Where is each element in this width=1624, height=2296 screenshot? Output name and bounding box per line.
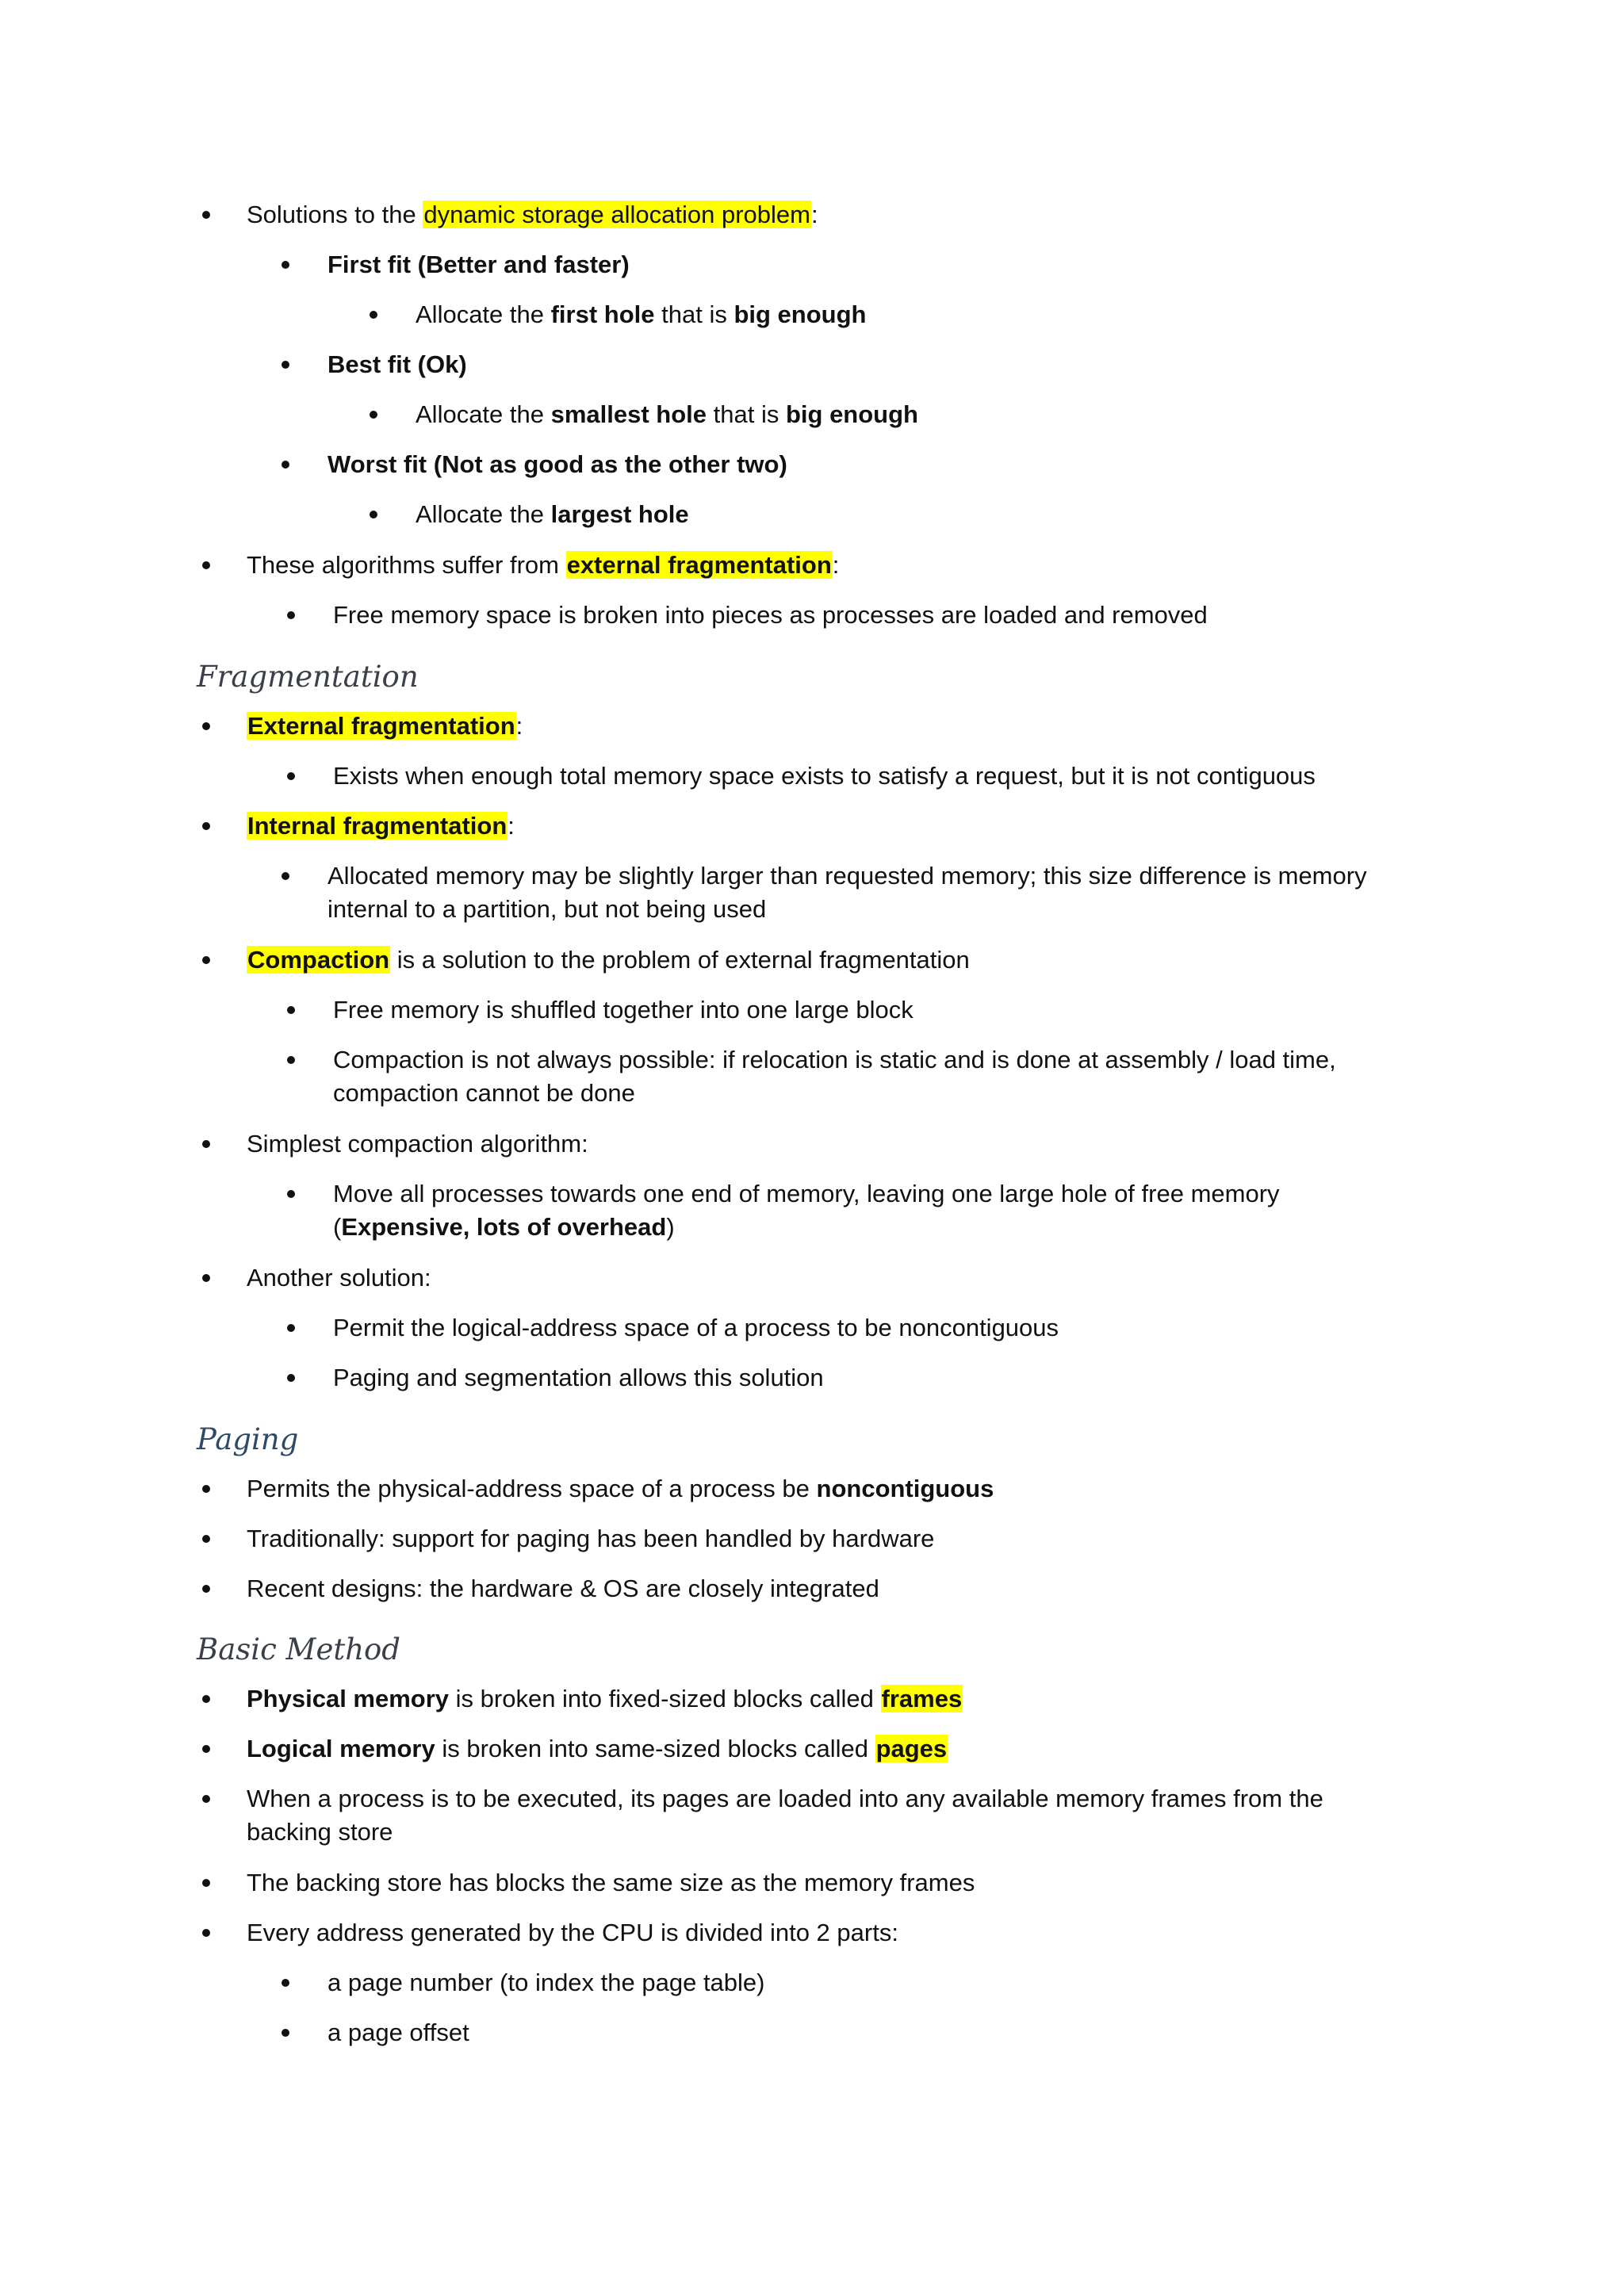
highlighted-term: frames	[881, 1685, 963, 1712]
list-item-page-offset	[327, 2016, 469, 2049]
list-item-permits-physical	[247, 1472, 994, 1506]
text-line: compaction cannot be done	[333, 1079, 635, 1107]
list-item-paging-segmentation	[333, 1361, 824, 1395]
text: )	[666, 1213, 675, 1241]
list-item-compaction-shuffled	[333, 993, 914, 1027]
bullet-icon	[202, 1585, 210, 1593]
bullet-icon	[287, 772, 295, 780]
text: Simplest compaction algorithm:	[247, 1130, 588, 1158]
bold-text: Worst fit (Not as good as the other two)	[327, 450, 787, 478]
text: Every address generated by the CPU is divided into 2 parts:	[247, 1919, 898, 1946]
list-item-compaction	[247, 943, 970, 977]
text-line: Allocated memory may be slightly larger than requested memory; this size difference is memory	[327, 862, 1367, 890]
bold-text: First fit (Better and faster)	[327, 251, 630, 278]
text: Exists when enough total memory space exists to satisfy a request, but it is not contiguous	[333, 762, 1316, 790]
list-item-internal-fragmentation	[247, 809, 515, 843]
bold-text: big enough	[785, 400, 918, 428]
list-item-worst-fit	[327, 448, 787, 481]
bullet-icon	[202, 1879, 210, 1887]
bullet-icon	[202, 211, 210, 219]
bullet-icon	[202, 822, 210, 830]
section-heading-basic-method: Basic Method	[197, 1632, 400, 1667]
bullet-icon	[287, 1056, 295, 1064]
list-item-another-solution	[247, 1261, 431, 1295]
highlighted-term: external fragmentation	[566, 551, 832, 579]
bullet-icon	[287, 611, 295, 619]
list-item-physical-memory	[247, 1682, 963, 1716]
bold-text: first hole	[550, 300, 655, 328]
list-item-internal-desc	[327, 859, 1367, 926]
list-item-page-number	[327, 1966, 765, 1999]
bullet-icon	[202, 1535, 210, 1543]
list-item-compaction-not-possible	[333, 1043, 1336, 1110]
bullet-icon	[287, 1324, 295, 1332]
bullet-icon	[202, 1274, 210, 1282]
bullet-icon	[202, 722, 210, 730]
list-item-first-fit	[327, 248, 630, 281]
highlighted-term: External fragmentation	[247, 712, 515, 740]
text: :	[832, 551, 840, 579]
bullet-icon	[282, 2029, 289, 2037]
text-line: internal to a partition, but not being used	[327, 895, 767, 923]
bullet-icon	[287, 1190, 295, 1198]
text-line: backing store	[247, 1818, 393, 1846]
list-item-solutions	[247, 198, 818, 232]
list-item-best-fit	[327, 348, 467, 381]
text: is broken into fixed-sized blocks called	[449, 1685, 881, 1712]
bullet-icon	[202, 1695, 210, 1703]
bullet-icon	[370, 511, 377, 519]
bullet-icon	[202, 956, 210, 964]
text: that is	[654, 300, 734, 328]
bold-text: smallest hole	[550, 400, 707, 428]
text: Recent designs: the hardware & OS are closely integrated	[247, 1575, 879, 1602]
text: Permit the logical-address space of a process to be noncontiguous	[333, 1314, 1059, 1341]
bullet-icon	[282, 461, 289, 469]
bullet-icon	[202, 1929, 210, 1937]
list-item-process-executed	[247, 1782, 1323, 1849]
text: Free memory space is broken into pieces as processes are loaded and removed	[333, 601, 1208, 629]
text: is a solution to the problem of external fragmentation	[390, 946, 970, 974]
list-item-free-memory-broken	[333, 599, 1208, 632]
list-item-algorithms-suffer	[247, 549, 839, 582]
list-item-simplest-compaction	[247, 1127, 588, 1161]
text: Solutions to the	[247, 201, 423, 228]
list-item-move-processes	[333, 1177, 1280, 1244]
bullet-icon	[287, 1006, 295, 1014]
bold-text: Physical memory	[247, 1685, 450, 1712]
bold-text: big enough	[733, 300, 867, 328]
list-item-traditionally	[247, 1522, 934, 1556]
bullet-icon	[370, 411, 377, 419]
highlighted-term: Internal fragmentation	[247, 812, 508, 840]
list-item-backing-store	[247, 1866, 975, 1900]
bold-text: Logical memory	[247, 1735, 435, 1762]
text: Another solution:	[247, 1264, 431, 1292]
text: The backing store has blocks the same size as the memory frames	[247, 1869, 975, 1896]
text: Paging and segmentation allows this solution	[333, 1364, 824, 1391]
text-line: Compaction is not always possible: if relocation is static and is done at assembly / load time,	[333, 1046, 1336, 1073]
bold-text: Expensive, lots of overhead	[341, 1213, 667, 1241]
list-item-recent-designs	[247, 1572, 879, 1605]
list-item-every-address	[247, 1916, 898, 1950]
bullet-icon	[282, 872, 289, 880]
bullet-icon	[202, 1745, 210, 1753]
text: :	[508, 812, 515, 840]
bullet-icon	[282, 261, 289, 269]
text: :	[515, 712, 523, 740]
bold-text: noncontiguous	[816, 1475, 994, 1502]
text: a page offset	[327, 2019, 469, 2046]
bullet-icon	[202, 1140, 210, 1148]
list-item-permit-logical	[333, 1311, 1059, 1345]
section-heading-fragmentation: Fragmentation	[197, 660, 419, 694]
bullet-icon	[202, 1795, 210, 1803]
bullet-icon	[202, 561, 210, 569]
highlighted-term: pages	[875, 1735, 948, 1762]
bullet-icon	[287, 1374, 295, 1382]
text: Permits the physical-address space of a process be	[247, 1475, 817, 1502]
bullet-icon	[282, 361, 289, 369]
bullet-icon	[282, 1979, 289, 1987]
text: Allocate the	[416, 400, 551, 428]
bold-text: largest hole	[550, 500, 689, 528]
bullet-icon	[370, 311, 377, 319]
list-item-best-fit-desc	[416, 398, 918, 431]
list-item-external-fragmentation	[247, 710, 523, 743]
text: Free memory is shuffled together into one large block	[333, 996, 914, 1024]
list-item-first-fit-desc	[416, 298, 866, 331]
section-heading-paging: Paging	[197, 1422, 299, 1456]
text-line: When a process is to be executed, its pages are loaded into any available memory frames from the	[247, 1785, 1323, 1812]
text: a page number (to index the page table)	[327, 1969, 765, 1996]
text: (	[333, 1213, 342, 1241]
text-line	[333, 1211, 1280, 1244]
text: is broken into same-sized blocks called	[435, 1735, 875, 1762]
list-item-worst-fit-desc	[416, 498, 689, 531]
text: These algorithms suffer from	[247, 551, 566, 579]
highlighted-term: dynamic storage allocation problem	[423, 201, 810, 228]
list-item-external-desc	[333, 760, 1316, 793]
text: that is	[707, 400, 786, 428]
text: Allocate the	[416, 500, 551, 528]
text: Allocate the	[416, 300, 551, 328]
text-line: Move all processes towards one end of memory, leaving one large hole of free memory	[333, 1180, 1280, 1207]
highlighted-term: Compaction	[247, 946, 390, 974]
bold-text: Best fit (Ok)	[327, 350, 467, 378]
text: Traditionally: support for paging has been handled by hardware	[247, 1525, 935, 1552]
bullet-icon	[202, 1485, 210, 1493]
list-item-logical-memory	[247, 1732, 948, 1766]
text: :	[810, 201, 818, 228]
